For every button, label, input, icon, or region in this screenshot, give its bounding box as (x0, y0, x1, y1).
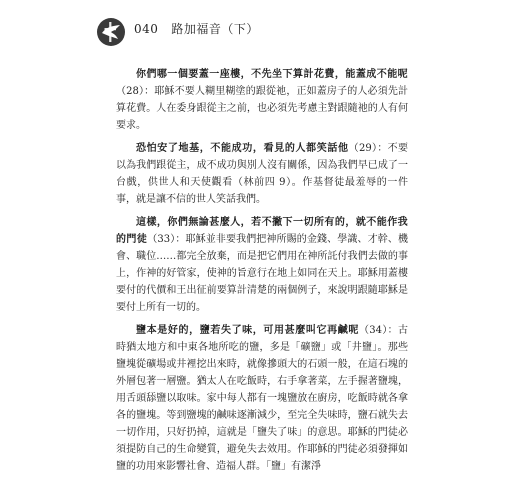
page-number: 040 (134, 22, 159, 36)
verse-quote: 你們哪一個要蓋一座樓，不先坐下算計花費，能蓋成不能呢 (136, 69, 408, 80)
verse-quote: 恐怕安了地基，不能成功，看見的人都笑話他 (136, 143, 349, 154)
commentary-text: （28）：耶穌不要人糊里糊塗的跟從祂，正如蓋房子的人必須先計算花費。人在委身跟從主之前，也必須先考慮主對跟隨祂的人有何要求。 (116, 86, 408, 131)
book-title: 路加福音（下） (171, 22, 259, 36)
paragraph-verse-29 (116, 140, 408, 208)
running-head (134, 20, 259, 37)
commentary-text: （34）：古時猶太地方和中東各地所吃的鹽，多是「礦鹽」或「井鹽」。那些鹽塊從礦場或井裡挖出來時，就像摻頭大的石頭一般，在這石塊的外層包著一層鹽。猶太人在吃飯時，右手拿著菜，左手握著鹽塊，用舌頭舔鹽以取味。家中每人都有一塊鹽放在廚房，吃飯時就各拿各的鹽塊。等到鹽塊的鹹味逐漸減少，至完全失味時，鹽石就失去一切作用，只好扔掉，這就是「鹽失了味」的意思。耶穌的門徒必須提防自己的生命變質，避免失去效用。作耶穌的門徒必須發揮如鹽的功用來影響社會、造福人群。「鹽」有潔淨 (116, 325, 408, 472)
publisher-dove-logo-icon (96, 17, 126, 47)
commentary-text: （33）：耶穌並非要我們把神所賜的金錢、學識、才幹、機會、職位……都完全放棄，而是把它們用在神所託付我們去做的事上，作神的好管家，使神的旨意行在地上如同在天上。耶穌用蓋樓要付的代價和王出征前要算計清楚的兩個例子，來說明跟隨耶穌是要付上所有一切的。 (116, 234, 408, 313)
commentary-body (116, 66, 408, 481)
verse-quote: 這樣，你們無論甚麼人，若不撇下一切所有的，就不能作我的門徒 (116, 217, 408, 245)
paragraph-verse-28 (116, 66, 408, 134)
commentary-text: （29）：不要以為我們跟從主，成不成功與別人沒有關係，因為我們早已成了一台戲，供世人和天使觀看（林前四 9）。作基督徒最羞辱的一件事，就是讓不信的世人笑話我們。 (116, 143, 409, 205)
paragraph-verse-34 (116, 322, 408, 475)
verse-quote: 鹽本是好的，鹽若失了味，可用甚麼叫它再鹹呢 (136, 325, 359, 336)
paragraph-verse-33 (116, 214, 408, 316)
